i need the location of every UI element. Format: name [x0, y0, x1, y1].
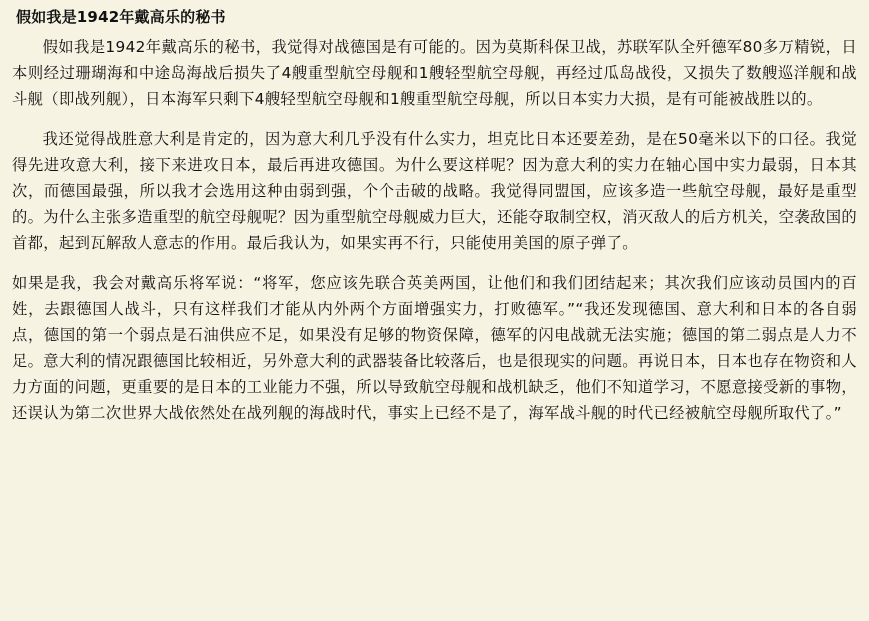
document-title: 假如我是1942年戴高乐的秘书 [16, 8, 226, 26]
paragraph-3: 如果是我，我会对戴高乐将军说：“将军，您应该先联合英美两国，让他们和我们团结起来；其次我们应该动员国内的百姓，去跟德国人战斗，只有这样我们才能从内外两个方面增强实力，打败德军。”“我还发现德国、意大利和日本的各自弱点，德国的第一个弱点是石油供应不足，如果没有足够的物资保障，德军的闪电战就无法实施；德国的第二弱点是人力不足。意大利的情况跟德国比较相近，另外意大利的武器装备比较落后，也是很现实的问题。再说日本，日本也存在物资和人力方面的问题，更重要的是日本的工业能力不强，所以导致航空母舰和战机缺乏，他们不知道学习，不愿意接受新的事物，还误认为第二次世界大战依然处在战列舰的海战时代，事实上已经不是了，海军战斗舰的时代已经被航空母舰所取代了。” [12, 274, 857, 422]
paragraph-2: 我还觉得战胜意大利是肯定的，因为意大利几乎没有什么实力，坦克比日本还要差劲，是在50毫米以下的口径。我觉得先进攻意大利，接下来进攻日本，最后再进攻德国。为什么要这样呢？因为意大利的实力在轴心国中实力最弱，日本其次，而德国最强，所以我才会选用这种由弱到强，个个击破的战略。我觉得同盟国，应该多造一些航空母舰，最好是重型的。为什么主张多造重型的航空母舰呢？因为重型航空母舰威力巨大，还能夺取制空权，消灭敌人的后方机关，空袭敌国的首都，起到瓦解敌人意志的作用。最后我认为，如果实再不行，只能使用美国的原子弹了。 [12, 130, 857, 252]
paragraph-1: 假如我是1942年戴高乐的秘书，我觉得对战德国是有可能的。因为莫斯科保卫战，苏联军队全歼德军80多万精锐，日本则经过珊瑚海和中途岛海战后损失了4艘重型航空母舰和1艘轻型航空母舰，再经过瓜岛战役，又损失了数艘巡洋舰和战斗舰（即战列舰），日本海军只剩下4艘轻型航空母舰和1艘重型航空母舰，所以日本实力大损，是有可能被战胜以的。 [12, 38, 857, 108]
